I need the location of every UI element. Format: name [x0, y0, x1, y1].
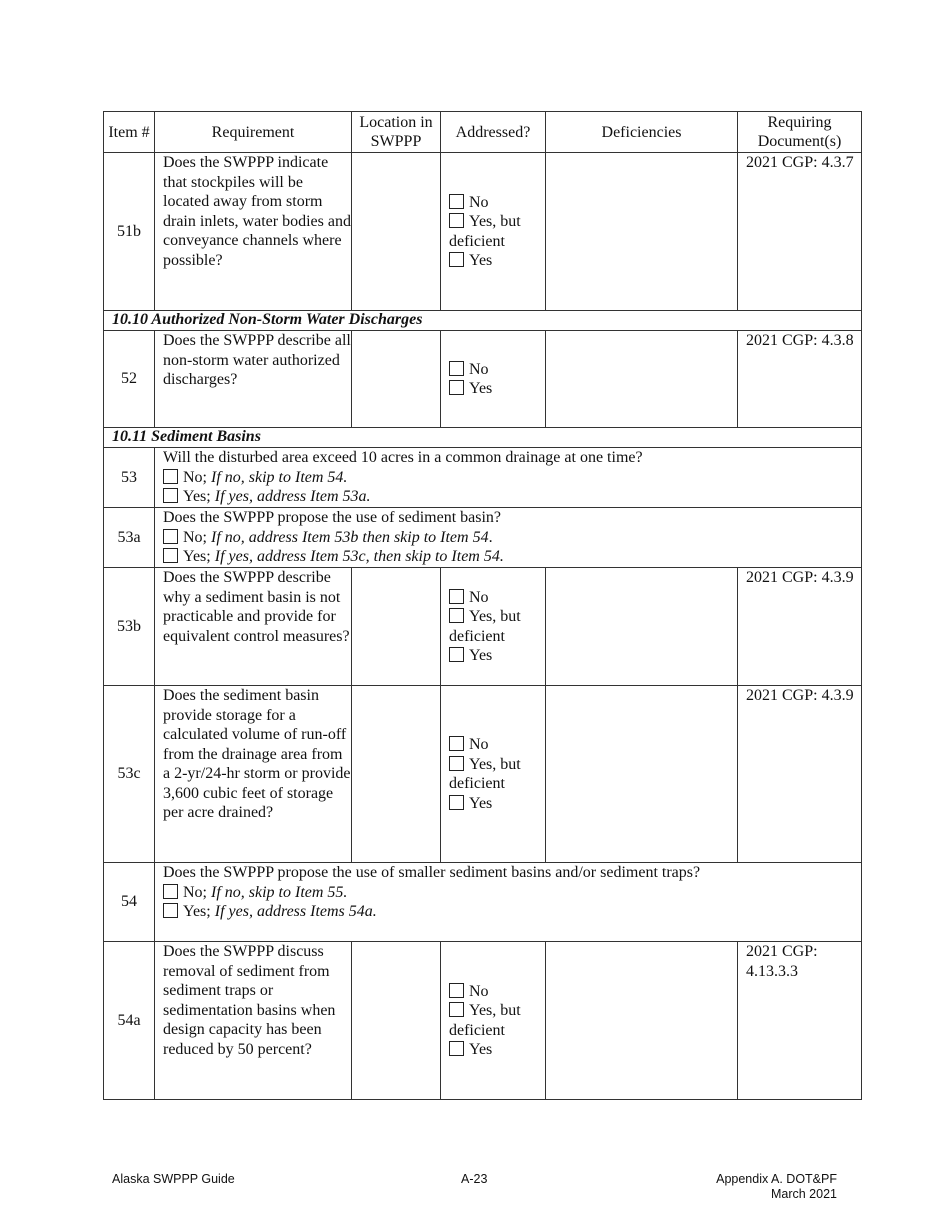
checkbox-yes[interactable] — [163, 903, 178, 918]
item-number: 54 — [104, 863, 155, 942]
footer-right-line1: Appendix A. DOT&PF — [716, 1172, 837, 1186]
option-yes-but-label: Yes, but — [469, 1002, 521, 1019]
header-requirement: Requirement — [155, 112, 352, 153]
requiring-document: 2021 CGP: 4.3.7 — [738, 153, 862, 311]
header-requiring-documents: Requiring Document(s) — [738, 112, 862, 153]
item-number: 54a — [104, 942, 155, 1100]
option-no-label: No — [469, 736, 489, 753]
option-no-label: No; — [183, 528, 207, 546]
requirement-text: Does the SWPPP describe all non-storm water authorized discharges? — [155, 331, 352, 428]
checkbox-no[interactable] — [449, 736, 464, 751]
checkbox-yes-but-deficient[interactable] — [449, 608, 464, 623]
requiring-document: 2021 CGP: 4.13.3.3 — [738, 942, 862, 1100]
checkbox-yes-but-deficient[interactable] — [449, 1002, 464, 1017]
requiring-document: 2021 CGP: 4.3.8 — [738, 331, 862, 428]
deficiencies-cell[interactable] — [546, 568, 738, 686]
question-text: Does the SWPPP propose the use of sediment basin? — [163, 509, 502, 526]
location-cell[interactable] — [352, 942, 441, 1100]
option-yes-note: If yes, address Item 53c, then skip to Item 54. — [214, 548, 504, 565]
item-number: 53c — [104, 686, 155, 863]
checkbox-no[interactable] — [449, 194, 464, 209]
table-row — [104, 568, 862, 686]
checkbox-no[interactable] — [163, 529, 178, 544]
table-row — [104, 942, 862, 1100]
checkbox-no[interactable] — [163, 884, 178, 899]
section-header-row — [104, 428, 862, 448]
checkbox-no[interactable] — [449, 589, 464, 604]
table-header-row — [104, 112, 862, 153]
table-row — [104, 448, 862, 508]
swppp-checklist-table — [103, 111, 862, 1100]
section-header-row — [104, 311, 862, 331]
option-yes-label: Yes; — [183, 548, 211, 565]
option-yes-note: If yes, address Item 53a. — [214, 488, 371, 505]
footer-page-number: A-23 — [461, 1172, 488, 1186]
addressed-options — [441, 686, 546, 863]
table-row — [104, 686, 862, 863]
addressed-options — [441, 568, 546, 686]
option-no-label: No — [469, 588, 489, 606]
option-yes-label: Yes — [469, 252, 493, 269]
item-number: 53b — [104, 568, 155, 686]
section-title: 10.11 Sediment Basins — [104, 428, 862, 448]
option-yes-label: Yes — [469, 647, 493, 664]
header-deficiencies: Deficiencies — [546, 112, 738, 153]
location-cell[interactable] — [352, 153, 441, 311]
option-yes-but-label: Yes, but — [469, 608, 521, 625]
option-no-end: . — [488, 528, 493, 546]
option-yes-label: Yes; — [183, 903, 211, 920]
option-no-label: No; — [183, 883, 207, 901]
option-yes-label: Yes — [469, 794, 493, 812]
question-cell — [155, 863, 862, 942]
checkbox-yes[interactable] — [449, 252, 464, 267]
item-number: 53a — [104, 508, 155, 568]
item-number: 51b — [104, 153, 155, 311]
checkbox-yes[interactable] — [449, 795, 464, 810]
addressed-options — [441, 153, 546, 311]
option-no-label: No; — [183, 468, 207, 486]
checkbox-yes[interactable] — [163, 488, 178, 503]
option-yes-label: Yes — [469, 380, 493, 397]
location-cell[interactable] — [352, 568, 441, 686]
checkbox-no[interactable] — [163, 469, 178, 484]
question-text: Will the disturbed area exceed 10 acres in a common drainage at one time? — [163, 449, 643, 466]
option-no-label: No — [469, 982, 489, 1000]
item-number: 52 — [104, 331, 155, 428]
requiring-document: 2021 CGP: 4.3.9 — [738, 568, 862, 686]
checkbox-yes[interactable] — [449, 1041, 464, 1056]
option-deficient-label: deficient — [449, 1021, 505, 1039]
option-yes-but-label: Yes, but — [469, 755, 521, 773]
checkbox-yes[interactable] — [449, 380, 464, 395]
requirement-text: Does the SWPPP describe why a sediment basin is not practicable and provide for equivalent control measures? — [155, 568, 352, 686]
option-no-note: If no, skip to Item 54. — [211, 468, 348, 486]
addressed-options — [441, 331, 546, 428]
footer-left: Alaska SWPPP Guide — [112, 1172, 235, 1186]
checkbox-no[interactable] — [449, 983, 464, 998]
header-addressed: Addressed? — [441, 112, 546, 153]
question-cell — [155, 508, 862, 568]
table-row — [104, 153, 862, 311]
option-no-label: No — [469, 360, 489, 378]
requiring-document: 2021 CGP: 4.3.9 — [738, 686, 862, 863]
checkbox-no[interactable] — [449, 361, 464, 376]
table-row — [104, 508, 862, 568]
option-yes-label: Yes; — [183, 488, 211, 505]
requirement-text: Does the SWPPP discuss removal of sediment from sediment traps or sedimentation basins when design capacity has been reduced by 50 percent? — [155, 942, 352, 1100]
option-yes-but-label: Yes, but — [469, 213, 521, 230]
checkbox-yes[interactable] — [163, 548, 178, 563]
option-no-label: No — [469, 193, 489, 211]
option-deficient-label: deficient — [449, 627, 505, 645]
deficiencies-cell[interactable] — [546, 153, 738, 311]
question-cell — [155, 448, 862, 508]
table-row — [104, 863, 862, 942]
header-item: Item # — [104, 112, 155, 153]
checkbox-yes-but-deficient[interactable] — [449, 213, 464, 228]
option-deficient-label: deficient — [449, 232, 505, 250]
table-row — [104, 331, 862, 428]
section-title: 10.10 Authorized Non-Storm Water Discharges — [104, 311, 862, 331]
option-deficient-label: deficient — [449, 775, 505, 792]
deficiencies-cell[interactable] — [546, 686, 738, 863]
checkbox-yes-but-deficient[interactable] — [449, 756, 464, 771]
requirement-text: Does the SWPPP indicate that stockpiles will be located away from storm drain inlets, water bodies and conveyance channels where possible? — [155, 153, 352, 311]
footer-right-line2: March 2021 — [770, 1187, 837, 1201]
location-cell[interactable] — [352, 686, 441, 863]
addressed-options — [441, 942, 546, 1100]
footer-right — [716, 1172, 837, 1202]
requirement-text: Does the sediment basin provide storage for a calculated volume of run-off from the drainage area from a 2-yr/24-hr storm or provide 3,600 cubic feet of storage per acre drained? — [155, 686, 352, 863]
item-number: 53 — [104, 448, 155, 508]
option-no-note: If no, skip to Item 55. — [211, 883, 348, 901]
option-no-note: If no, address Item 53b then skip to Item 54 — [211, 528, 489, 546]
checkbox-yes[interactable] — [449, 647, 464, 662]
deficiencies-cell[interactable] — [546, 331, 738, 428]
option-yes-label: Yes — [469, 1041, 493, 1058]
option-yes-note: If yes, address Items 54a. — [214, 903, 377, 920]
location-cell[interactable] — [352, 331, 441, 428]
deficiencies-cell[interactable] — [546, 942, 738, 1100]
header-location: Location in SWPPP — [352, 112, 441, 153]
question-text: Does the SWPPP propose the use of smaller sediment basins and/or sediment traps? — [163, 864, 701, 881]
